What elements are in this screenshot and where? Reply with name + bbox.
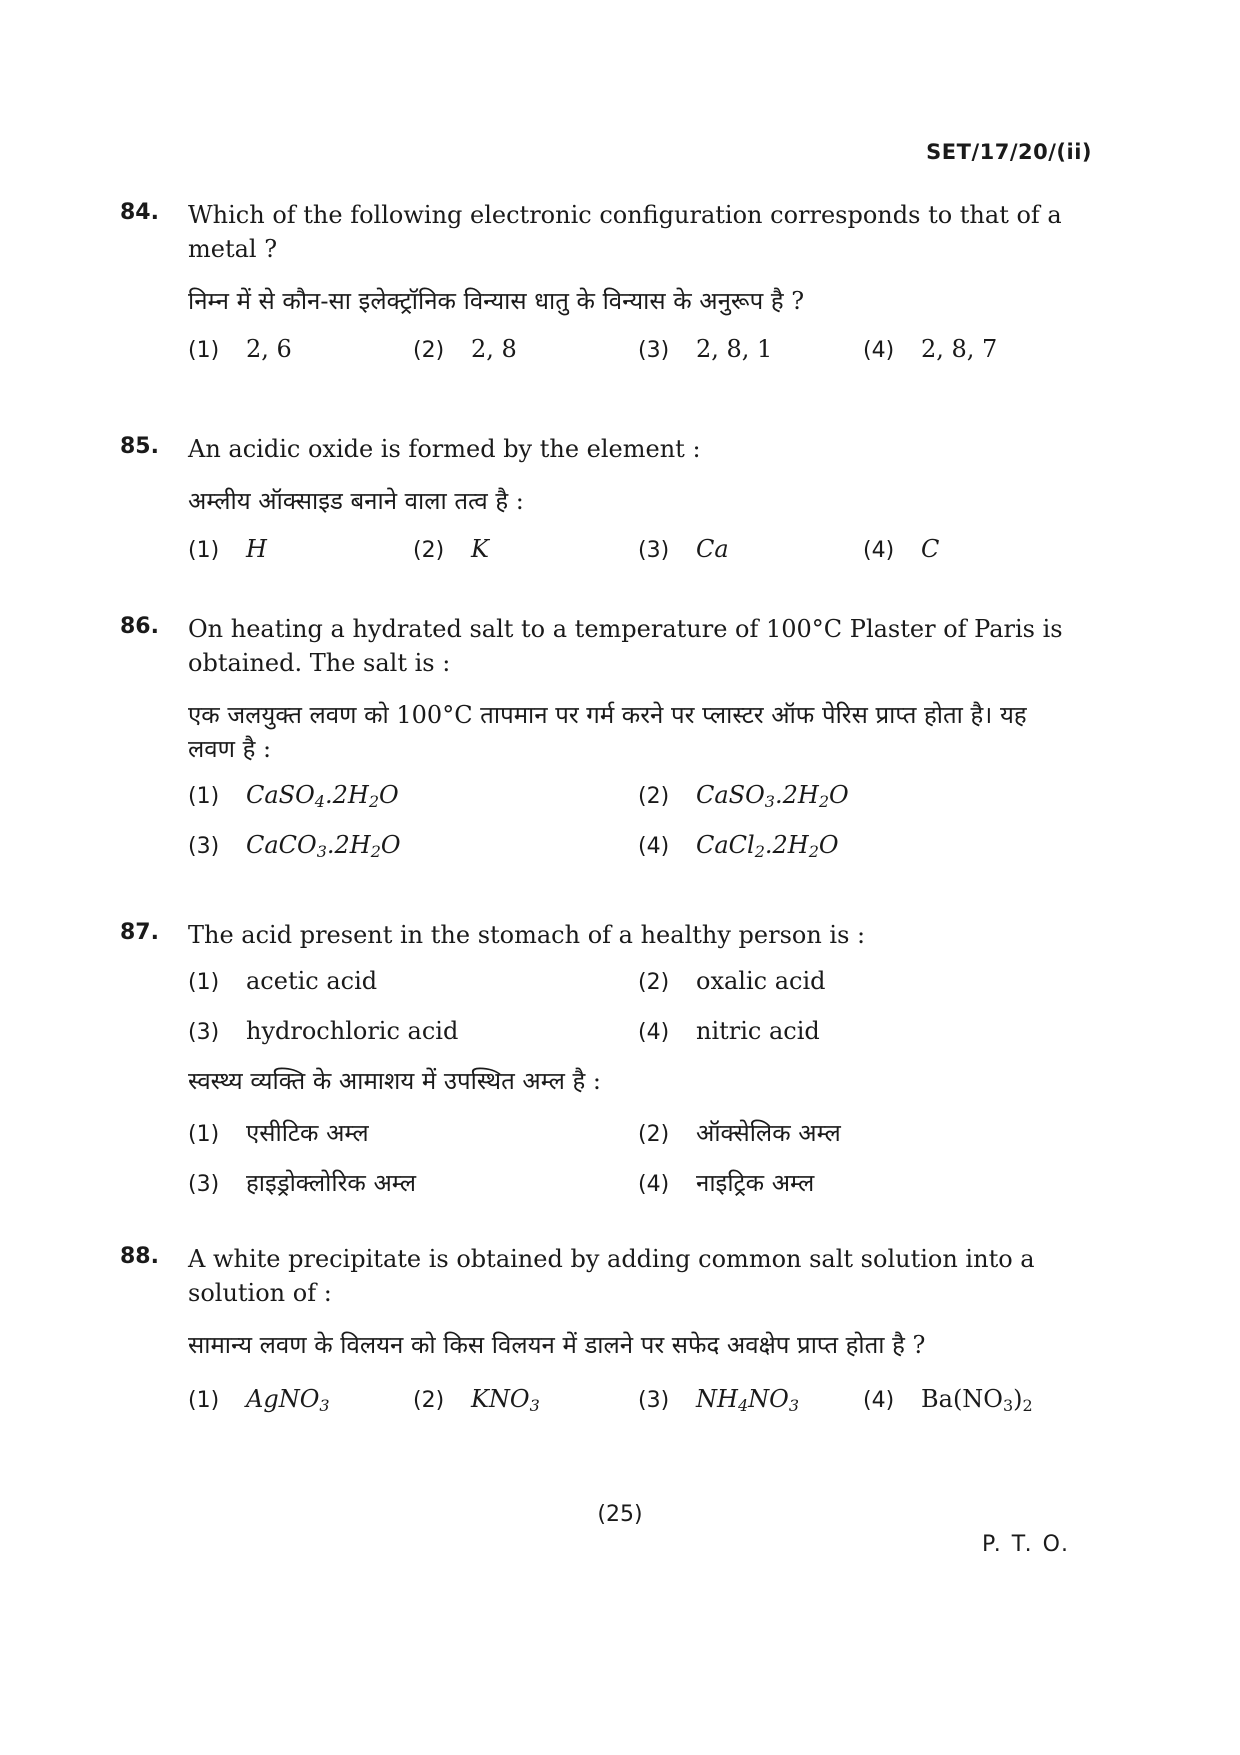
- pto-label: P. T. O.: [981, 1532, 1070, 1557]
- page-number: (25): [597, 1502, 643, 1527]
- option-2: (2) K: [413, 535, 489, 563]
- question-text-hi: निम्न में से कौन-सा इलेक्ट्रॉनिक विन्यास धातु के विन्यास के अनुरूप है ?: [188, 287, 805, 315]
- option-3: (3) $CaCO_3.2H_2O$: [188, 831, 401, 861]
- options: [188, 1382, 1080, 1418]
- question-text-en: A white precipitate is obtained by adding common salt solution into a solution of :: [188, 1245, 1035, 1307]
- question-text-hi: स्वस्थ्य व्यक्ति के आमाशय में उपस्थित अम्ल है :: [188, 1067, 601, 1095]
- option-3: (3) हाइड्रोक्लोरिक अम्ल: [188, 1169, 416, 1197]
- option-1: (1) H: [188, 535, 267, 563]
- option-1: (1) $CaSO_4.2H_2O$: [188, 781, 399, 811]
- question-86: [120, 612, 1080, 864]
- options: [188, 532, 1080, 568]
- question-text-en: The acid present in the stomach of a healthy person is :: [188, 921, 866, 949]
- option-4: (4) C: [863, 535, 940, 563]
- question-number: 87.: [120, 920, 159, 945]
- option-4: (4) 2, 8, 7: [863, 335, 998, 363]
- option-3: (3) 2, 8, 1: [638, 335, 773, 363]
- options-hi: [188, 1116, 1080, 1202]
- question-number: 85.: [120, 434, 159, 459]
- question-text-hi: अम्लीय ऑक्साइड बनाने वाला तत्व है :: [188, 487, 524, 515]
- option-1: (1) एसीटिक अम्ल: [188, 1119, 369, 1147]
- question-text-en: An acidic oxide is formed by the element :: [188, 435, 701, 463]
- question-text-hi: एक जलयुक्त लवण को 100°C तापमान पर गर्म करने पर प्लास्टर ऑफ पेरिस प्राप्त होता है। यह लवण है :: [188, 701, 1027, 763]
- options: [188, 332, 1080, 368]
- question-87: [120, 918, 1080, 1202]
- option-3: (3) $NH_4NO_3$: [638, 1385, 799, 1415]
- set-code: SET/17/20/(ii): [926, 140, 1092, 164]
- option-4: (4) नाइट्रिक अम्ल: [638, 1169, 815, 1197]
- question-text-en: Which of the following electronic configuration corresponds to that of a metal ?: [188, 201, 1062, 263]
- option-2: (2) 2, 8: [413, 335, 517, 363]
- question-number: 84.: [120, 200, 159, 225]
- option-4: (4) $CaCl_2.2H_2O$: [638, 831, 839, 861]
- option-4: (4) $Ba(NO_3)_2$: [863, 1385, 1033, 1415]
- option-1: (1) 2, 6: [188, 335, 292, 363]
- question-text-en: On heating a hydrated salt to a temperature of 100°C Plaster of Paris is obtained. The salt is :: [188, 615, 1063, 677]
- question-text-hi: सामान्य लवण के विलयन को किस विलयन में डालने पर सफेद अवक्षेप प्राप्त होता है ?: [188, 1331, 926, 1359]
- options: [188, 778, 1080, 864]
- option-1: (1) acetic acid: [188, 967, 378, 995]
- question-number: 88.: [120, 1244, 159, 1269]
- question-88: [120, 1242, 1080, 1418]
- question-85: [120, 432, 1080, 568]
- option-1: (1) AgNO$_3$: [188, 1385, 330, 1415]
- option-2: (2) ऑक्सेलिक अम्ल: [638, 1119, 841, 1147]
- option-2: (2) oxalic acid: [638, 967, 826, 995]
- option-2: (2) $KNO_3$: [413, 1385, 540, 1415]
- option-2: (2) $CaSO_3.2H_2O$: [638, 781, 849, 811]
- options-en: [188, 964, 1080, 1050]
- question-84: [120, 198, 1080, 368]
- option-3: (3) Ca: [638, 535, 729, 563]
- option-4: (4) nitric acid: [638, 1017, 820, 1045]
- option-3: (3) hydrochloric acid: [188, 1017, 459, 1045]
- question-number: 86.: [120, 614, 159, 639]
